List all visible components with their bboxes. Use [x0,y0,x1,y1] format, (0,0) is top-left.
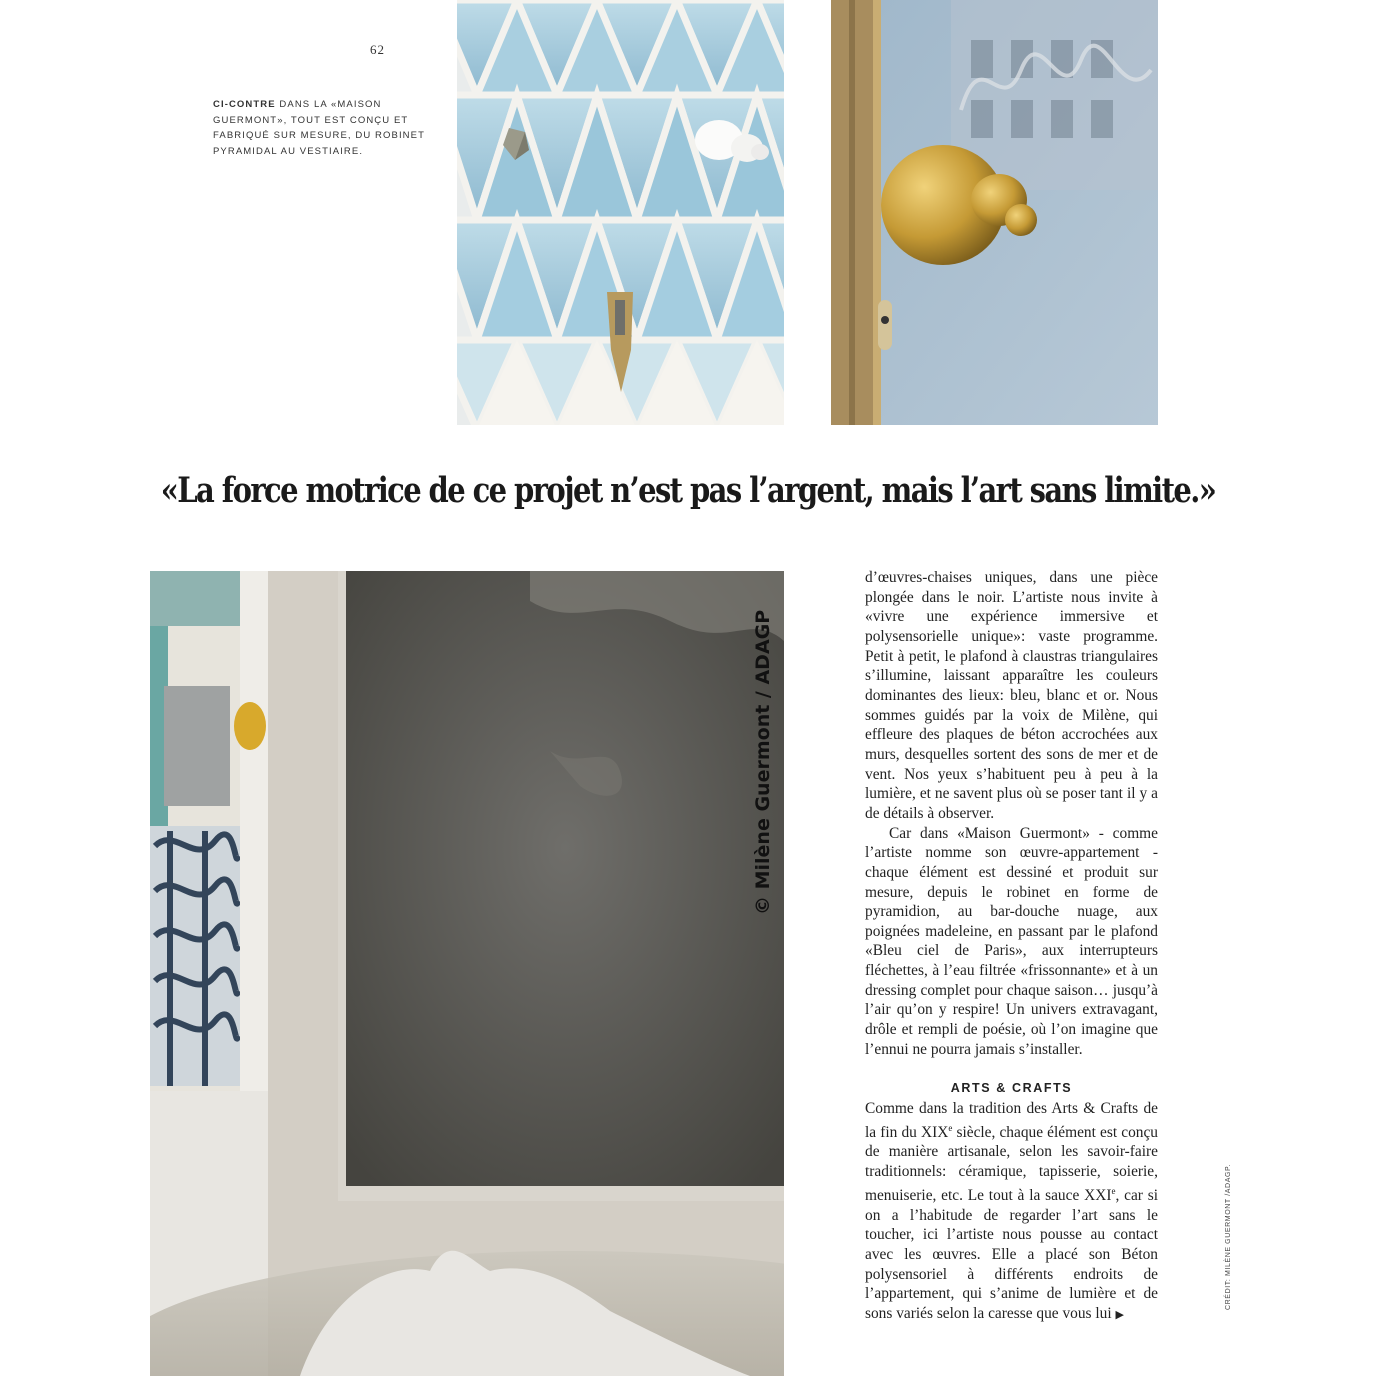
body-text-column-2 [865,1099,1158,1325]
continue-arrow-icon: ▶ [1115,1308,1124,1321]
side-credit: CRÉDIT: MILÈNE GUERMONT /ADAGP. [1225,1164,1232,1310]
door-illustration [831,0,1158,425]
caption-lead: CI-CONTRE [213,99,276,110]
superscript-2: e [1111,1185,1116,1196]
section-heading: ARTS & CRAFTS [950,1081,1073,1095]
tiles-illustration [457,0,784,425]
paragraph-2: Car dans «Maison Guermont» - comme l’artiste nomme son œuvre-appartement - chaque élément est dessiné et produit sur mesure, depuis le robinet en forme de pyramidion, au bar-douche nuage, aux poignées madeleine, en passant par le plafond «Bleu ciel de Paris», aux interrupteurs fléchettes, à l’eau filtrée «frissonnante» et à un dressing complet pour chaque saison… jusqu’à l’air qu’on y respire! Un univers extravagant, drôle et rempli de poésie, où l’on imagine que l’ennui ne pourra jamais s’installer. [865,824,1158,1058]
paragraph-3 [865,1099,1158,1325]
paragraph-3-part-2: siècle, chaque élément est conçu de manière artisanale, selon les savoir-faire traditionnels: céramique, tapisserie, soierie, menuiserie, etc. Le tout à la sauce XXI [865,1123,1158,1204]
interior-illustration [150,571,784,1376]
paragraph-1: d’œuvres-chaises uniques, dans une pièce plongée dans le noir. L’artiste nous invite à «vivre une expérience immersive et polysensorielle unique»: vaste programme. Petit à petit, le plafond à claustras triangulaires s’illumine, laissant apparaître les couleurs dominantes des lieux: bleu, blanc et or. Nous sommes guidés par la voix de Milène, qui effleure des plaques de béton accrochées aux murs, desquelles sortent des sons de mer et de vent. Nos yeux s’habituent peu à peu à la lumière, et ne savent plus où se poser tant il y a de détails à observer. [865,569,1158,822]
photo-credit: © Milène Guermont / ADAGP [752,609,774,915]
tiles-photo [457,0,784,425]
page-number: 62 [370,42,385,57]
paragraph-3-part-1: Comme dans la tradition des Arts & Crafts de la fin du XIX [865,1100,1158,1141]
photo-caption [213,97,428,159]
interior-photo [150,571,784,1376]
body-text-column [865,568,1158,1059]
caption-text: DANS LA «MAISON GUERMONT», TOUT EST CONÇU ET FABRIQUÉ SUR MESURE, DU ROBINET PYRAMIDAL AU VESTIAIRE. [213,99,425,157]
door-photo [831,0,1158,425]
pull-quote: «La force motrice de ce projet n’est pas l’argent, mais l’art sans limite.» [160,470,1216,511]
superscript-1: e [948,1122,953,1133]
paragraph-3-part-3: , car si on a l’habitude de regarder l’art sans le toucher, ici l’artiste nous pousse au contact avec les œuvres. Elle a placé son Béton polysensoriel à différents endroits de l’appartement, qui s’anime de lumière et de sons variés selon la caresse que vous lui [865,1186,1158,1322]
